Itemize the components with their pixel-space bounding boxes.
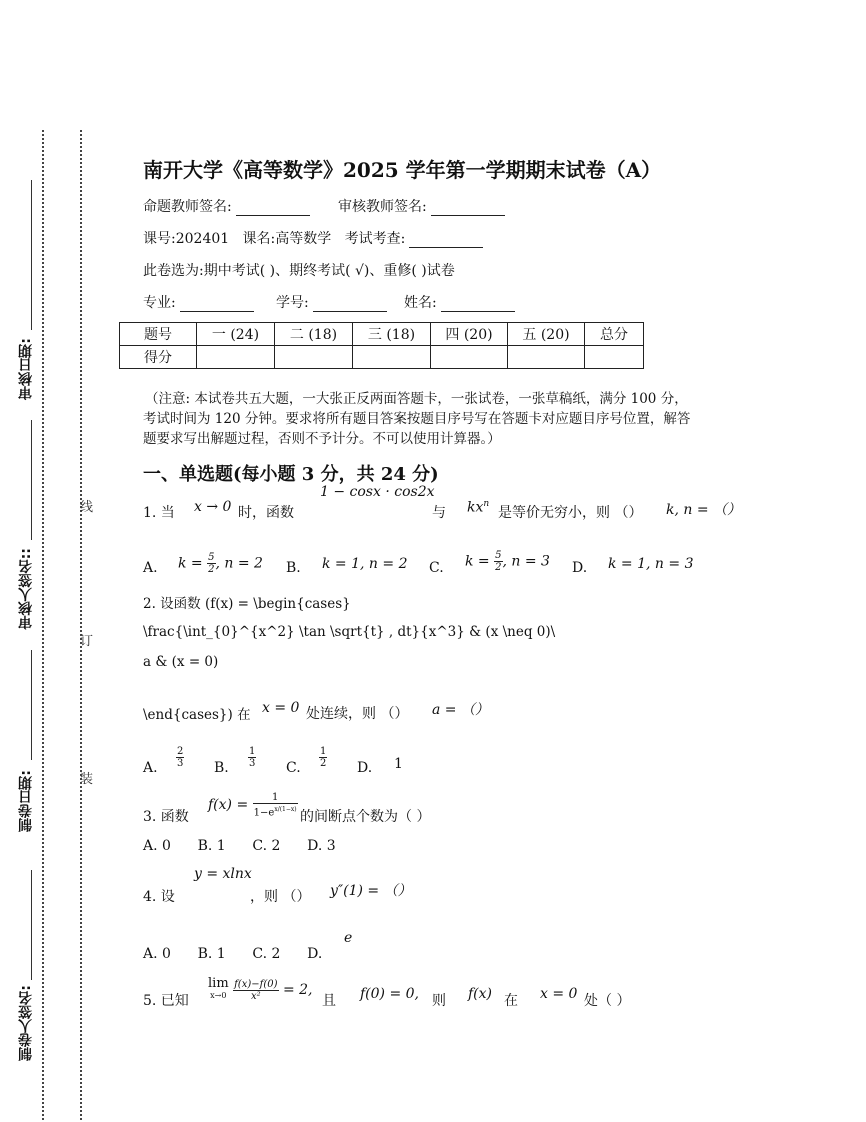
maker-sign-label: 制卷人签名: [18,985,34,1061]
score-cell[interactable] [275,346,353,369]
q1-with: 与 [432,505,446,521]
q2-opt-d-label: D. [357,760,373,776]
name-label: 姓名: [404,295,437,311]
score-row [120,346,644,369]
score-row-label: 得分 [120,346,197,369]
binding-dotted-line [42,130,44,1120]
notice-line-3: 题要求写出解题过程，否则不予计分。不可以使用计算器。） [143,431,501,447]
q2-opt-a: $\frac{2}{3}$ [177,746,184,769]
q2-line-3: a & (x = 0) [143,654,219,670]
q5-prefix: 5. 已知 [143,993,189,1009]
q5-suffix: 处（ ） [584,993,631,1009]
q2-line-2: \frac{\int_{0}^{x^2} \tan \sqrt{t} , dt}{x^3} & (x \neq 0)\ [143,624,556,640]
q1-mid: 时，函数 [238,505,294,521]
notice-line-2: 考试时间为 120 分钟。要求将所有题目答案按题目序号写在答题卡对应题目序号位置，解答 [143,411,691,427]
section1-title: 一、单选题(每小题 3 分，共 24 分) [143,464,439,485]
score-header-cell: 五 (20) [508,323,585,346]
q2-opt-d: 1 [394,756,403,772]
proposer-sign-row [143,196,310,216]
maker-date-line [31,650,32,760]
proposer-blank[interactable] [236,201,310,216]
student-id-row [276,292,387,312]
q1-ask: k, n = （） [666,502,742,518]
proposer-label: 命题教师签名: [143,199,232,215]
q3-options: A. 0 B. 1 C. 2 D. 3 [143,838,336,854]
q1-opt-d: k = 1, n = 3 [608,556,694,572]
student-id-label: 学号: [276,295,309,311]
q2-opt-b: $\frac{1}{3}$ [249,746,256,769]
name-row [404,292,515,312]
q1-opt-b-label: B. [286,560,301,576]
score-cell[interactable] [508,346,585,369]
score-header-cell: 四 (20) [431,323,508,346]
reviewer-sign-row [338,196,505,216]
q4-opt-d: e [344,930,353,946]
score-cell[interactable] [197,346,275,369]
q1-opt-d-label: D. [572,560,588,576]
q2-cond: x = 0 [262,700,300,716]
maker-date-label: 制卷日期: [18,770,34,832]
score-header-row [120,323,644,346]
score-table [119,322,644,369]
notice-line-1: （注意: 本试卷共五大题，一大张正反两面答题卡，一张试卷，一张草稿纸，满分 100 分， [145,391,688,407]
q4-func: y = xlnx [194,866,252,882]
score-header-cell: 题号 [120,323,197,346]
q1-opt-a: k = $\frac{5}{2}$ , n = 2 [178,552,263,575]
student-id-blank[interactable] [313,297,387,312]
name-blank[interactable] [441,297,515,312]
q3-func: f(x) = $\frac{1}{1-e^{x/(1-x)}}$ [208,792,297,819]
q2-opt-c: $\frac{1}{2}$ [320,746,327,769]
q5-fx: f(x) [468,986,493,1002]
major-label: 专业: [143,295,176,311]
score-cell[interactable] [431,346,508,369]
q5-limit: lim x→0 $\frac{f(x)-f(0)}{\text{x²}}$ = 2, [208,976,313,1002]
binding-mark-line: 线 [80,500,94,515]
reviewer-sign-label: 审核人签名:: [18,548,34,630]
major-row [143,292,254,312]
q2-opt-b-label: B. [214,760,229,776]
binding-mark-staple: 订 [80,634,94,649]
major-blank[interactable] [180,297,254,312]
maker-sign-line [31,870,32,980]
course-line: 课号:202401 课名:高等数学 考试考查: [143,231,406,247]
q2-line-1: 2. 设函数 (f(x) = \begin{cases} [143,596,351,612]
q4-mid: ，则 （） [250,889,311,905]
course-row [143,228,483,248]
q2-ask: a = （） [432,702,489,718]
q1-kxn: $kx^n$ [467,499,490,516]
q5-point: x = 0 [540,986,578,1002]
score-cell[interactable] [353,346,431,369]
q2-opt-c-label: C. [286,760,301,776]
q1-func: 1 − cosx · cos2x [320,484,435,500]
score-header-cell: 二 (18) [275,323,353,346]
binding-dotted-line-inner [80,130,82,1120]
reviewer-sign-line [31,420,32,540]
q3-suffix: 的间断点个数为（ ） [300,809,431,825]
q3-prefix: 3. 函数 [143,809,189,825]
q1-opt-c: k = $\frac{5}{2}$ , n = 3 [465,550,550,573]
q1-cond: x → 0 [194,499,232,515]
q4-prefix: 4. 设 [143,889,175,905]
reviewer-label: 审核教师签名: [338,199,427,215]
score-header-cell: 三 (18) [353,323,431,346]
q1-opt-b: k = 1, n = 2 [322,556,408,572]
exam-type-blank[interactable] [409,233,483,248]
q4-ask: y″(1) = （） [330,883,412,899]
score-header-cell: 一 (24) [197,323,275,346]
review-date-line [31,180,32,330]
q1-suffix: 是等价无穷小，则 （） [498,505,643,521]
q5-cond: f(0) = 0, [360,986,420,1002]
page-title: 南开大学《高等数学》2025 学年第一学期期末试卷（A） [143,158,662,182]
q2-opt-a-label: A. [143,760,158,776]
q4-options: A. 0 B. 1 C. 2 D. [143,946,323,962]
q1-opt-c-label: C. [429,560,444,576]
binding-mark-bind: 装 [80,772,94,787]
q1-opt-a-label: A. [143,560,158,576]
q2-line-4: \end{cases}) 在 [143,707,251,723]
q5-then: 则 [432,993,446,1009]
q5-at: 在 [504,993,518,1009]
score-cell[interactable] [585,346,644,369]
q5-and: 且 [322,993,336,1009]
q1-prefix: 1. 当 [143,505,175,521]
q2-mid: 处连续，则 （） [306,706,409,722]
exam-type-line: 此卷选为:期中考试( )、期终考试( √)、重修( )试卷 [143,263,455,279]
reviewer-blank[interactable] [431,201,505,216]
review-date-label: 审核日期: [18,338,34,400]
score-header-cell: 总分 [585,323,644,346]
